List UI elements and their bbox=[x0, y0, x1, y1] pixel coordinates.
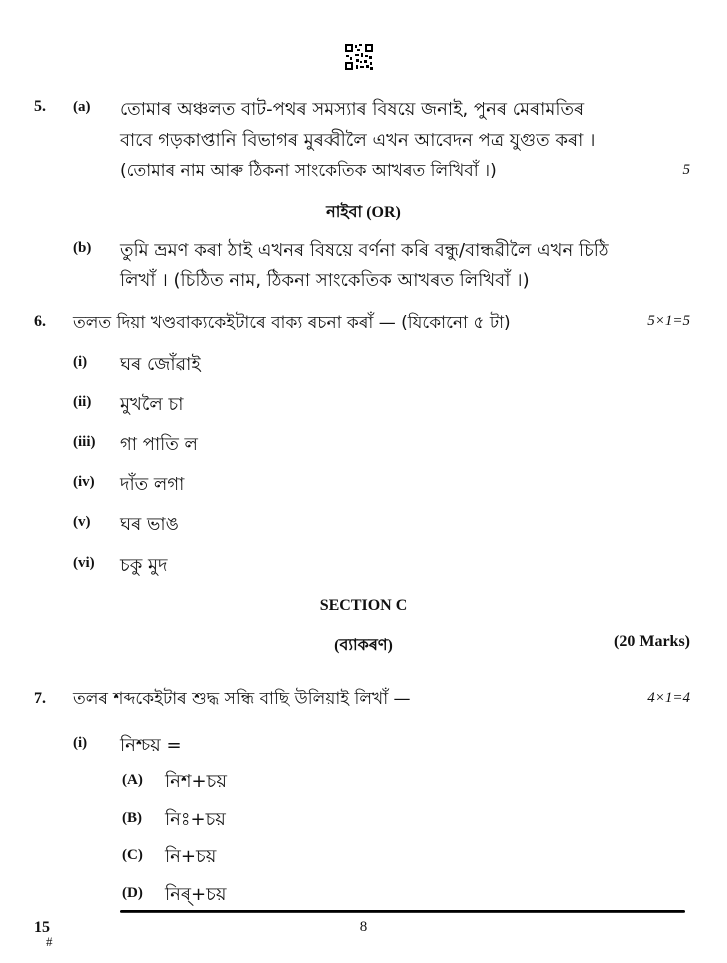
option-label: (A) bbox=[122, 772, 143, 788]
question-number: 7. bbox=[34, 690, 46, 707]
marks: 5 bbox=[682, 162, 690, 178]
marks: 4×1=4 bbox=[647, 690, 690, 706]
footer-divider bbox=[120, 910, 685, 913]
item-label: (iv) bbox=[73, 474, 95, 490]
item-text: দাঁত লগা bbox=[120, 474, 185, 495]
subquestion-label: (a) bbox=[73, 99, 91, 115]
item-label: (v) bbox=[73, 514, 91, 530]
item-label: (ii) bbox=[73, 394, 92, 410]
question-text: (তোমাৰ নাম আৰু ঠিকনা সাংকেতিক আখৰত লিখিবাঁ ।) bbox=[120, 161, 497, 181]
question-number: 5. bbox=[34, 98, 46, 115]
question-text: তলৰ শব্দকেইটাৰ শুদ্ধ সন্ধি বাছি উলিয়াই লিখাঁ — bbox=[73, 689, 411, 709]
question-text: তলত দিয়া খণ্ডবাক্যকেইটাৰে বাক্য ৰচনা কৰাঁ — (যিকোনো ৫ টা) bbox=[73, 313, 511, 333]
option-label: (D) bbox=[122, 885, 143, 901]
qr-code-icon bbox=[345, 44, 373, 70]
item-text: গা পাতি ল bbox=[120, 434, 198, 455]
section-title: SECTION C bbox=[319, 597, 408, 614]
item-label: (i) bbox=[73, 354, 88, 370]
item-label: (vi) bbox=[73, 555, 95, 571]
section-subtitle: (ব্যাকৰণ) bbox=[334, 637, 393, 654]
item-text: মুখলৈ চা bbox=[120, 394, 184, 415]
item-text: চকু মুদ bbox=[120, 555, 168, 576]
item-label: (iii) bbox=[73, 434, 96, 450]
paper-code-hash: # bbox=[46, 934, 53, 949]
marks: 5×1=5 bbox=[647, 313, 690, 329]
option-text: নিঃ+চয় bbox=[165, 809, 226, 830]
subquestion-label: (b) bbox=[73, 240, 92, 256]
section-marks: (20 Marks) bbox=[614, 633, 690, 650]
option-label: (B) bbox=[122, 810, 142, 826]
subquestion-label: (i) bbox=[73, 735, 88, 751]
question-text: লিখাঁ । (চিঠিত নাম, ঠিকনা সাংকেতিক আখৰত লিখিবাঁ ।) bbox=[120, 270, 530, 291]
item-text: ঘৰ জোঁৱাই bbox=[120, 354, 201, 375]
option-text: নিৰ্+চয় bbox=[165, 884, 227, 905]
paper-code: 15 bbox=[34, 919, 50, 936]
question-text: তুমি ভ্ৰমণ কৰা ঠাই এখনৰ বিষয়ে বৰ্ণনা কৰি বন্ধু/বান্ধৱীলৈ এখন চিঠি bbox=[120, 240, 609, 261]
question-text: তোমাৰ অঞ্চলত বাট-পথৰ সমস্যাৰ বিষয়ে জনাই, পুনৰ মেৰামতিৰ bbox=[120, 99, 585, 120]
option-label: (C) bbox=[122, 847, 143, 863]
option-text: নিশ+চয় bbox=[165, 771, 227, 792]
item-text: ঘৰ ভাঙ bbox=[120, 514, 179, 535]
question-text: বাবে গড়কাপ্তানি বিভাগৰ মুৰব্বীলৈ এখন আবেদন পত্ৰ যুগুত কৰা । bbox=[120, 130, 596, 151]
option-text: নি+চয় bbox=[165, 846, 217, 867]
question-text: নিশ্চয় = bbox=[120, 735, 182, 756]
page-number: 8 bbox=[359, 919, 368, 935]
question-number: 6. bbox=[34, 313, 46, 330]
or-heading: নাইবা (OR) bbox=[326, 204, 401, 221]
